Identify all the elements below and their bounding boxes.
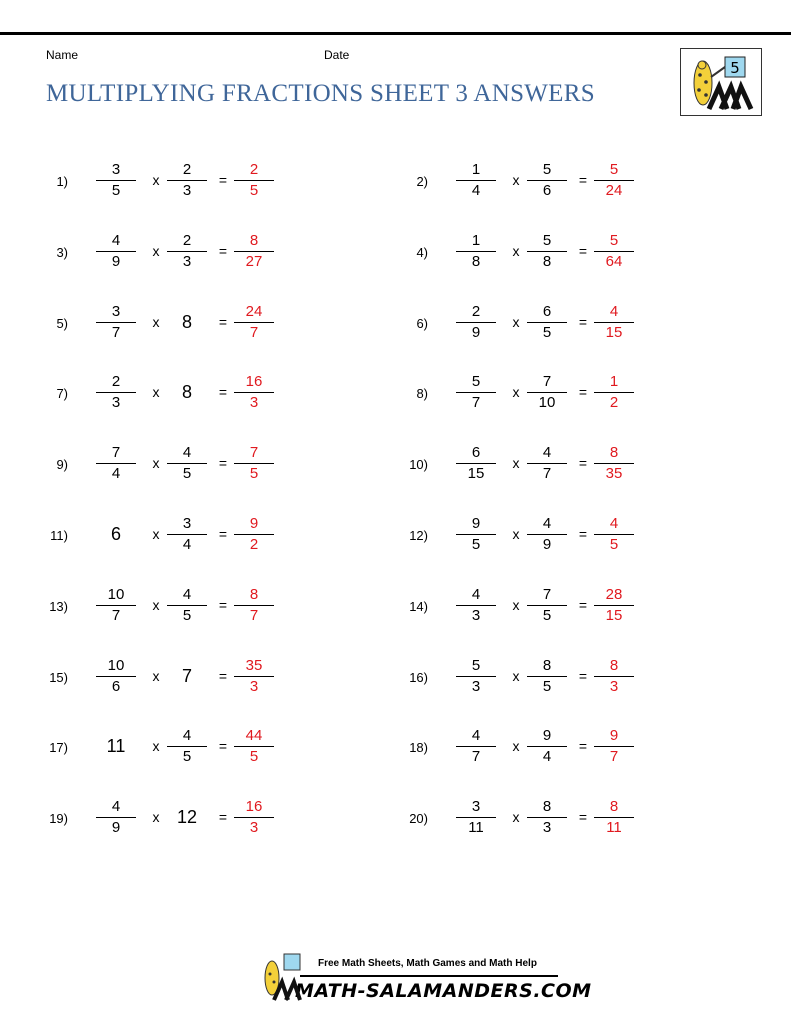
second-operand-fraction [527, 231, 567, 272]
answer-fraction [594, 231, 634, 272]
problem-number: 12) [409, 528, 428, 543]
top-rule [0, 32, 791, 35]
numerator: 8 [542, 657, 552, 674]
denominator: 6 [527, 180, 567, 201]
numerator: 4 [471, 727, 481, 744]
problem-number: 7) [56, 386, 68, 401]
numerator: 1 [471, 232, 481, 249]
second-operand-fraction [527, 372, 567, 413]
answer-fraction [594, 585, 634, 626]
answer-denominator: 3 [594, 676, 634, 697]
first-operand-fraction [456, 372, 496, 413]
denominator: 5 [527, 605, 567, 626]
first-operand-whole: 6 [110, 524, 121, 544]
equals-sign: = [578, 668, 588, 684]
answer-numerator: 35 [245, 657, 263, 674]
equals-sign: = [578, 809, 588, 825]
answer-denominator: 15 [594, 605, 634, 626]
numerator: 4 [182, 444, 192, 461]
times-sign: x [152, 314, 160, 330]
answer-numerator: 8 [609, 444, 619, 461]
second-operand-fraction [527, 302, 567, 343]
problem-4 [398, 231, 658, 279]
answer-denominator: 3 [234, 676, 274, 697]
answer-denominator: 7 [594, 746, 634, 767]
second-operand-fraction [167, 231, 207, 272]
numerator: 6 [542, 303, 552, 320]
problem-8 [398, 372, 658, 420]
denominator: 8 [527, 251, 567, 272]
problem-10 [398, 443, 658, 491]
problem-number: 2) [416, 174, 428, 189]
equals-sign: = [578, 243, 588, 259]
problem-18 [398, 726, 658, 774]
times-sign: x [152, 738, 160, 754]
first-operand-fraction [96, 797, 136, 838]
answer-denominator: 5 [234, 180, 274, 201]
denominator: 9 [456, 322, 496, 343]
answer-numerator: 8 [249, 586, 259, 603]
answer-fraction [234, 231, 274, 272]
answer-fraction [594, 656, 634, 697]
times-sign: x [512, 668, 520, 684]
answer-numerator: 16 [245, 373, 263, 390]
answer-fraction [234, 585, 274, 626]
answer-fraction [234, 443, 274, 484]
denominator: 5 [527, 676, 567, 697]
denominator: 5 [527, 322, 567, 343]
numerator: 4 [542, 444, 552, 461]
answer-fraction [234, 372, 274, 413]
page-title: MULTIPLYING FRACTIONS SHEET 3 ANSWERS [46, 80, 595, 107]
problem-11 [38, 514, 298, 562]
denominator: 9 [527, 534, 567, 555]
problem-7 [38, 372, 298, 420]
problem-9 [38, 443, 298, 491]
denominator: 7 [456, 392, 496, 413]
problem-5 [38, 302, 298, 350]
numerator: 3 [111, 161, 121, 178]
footer-rule [300, 975, 558, 977]
times-sign: x [512, 455, 520, 471]
times-sign: x [512, 597, 520, 613]
problem-number: 20) [409, 811, 428, 826]
times-sign: x [152, 384, 160, 400]
denominator: 4 [167, 534, 207, 555]
numerator: 3 [111, 303, 121, 320]
numerator: 5 [471, 657, 481, 674]
denominator: 9 [96, 251, 136, 272]
second-operand-fraction [527, 726, 567, 767]
second-operand-whole: 12 [176, 807, 198, 827]
answer-fraction [234, 514, 274, 555]
answer-numerator: 28 [605, 586, 623, 603]
answer-denominator: 11 [594, 817, 634, 838]
problem-number: 10) [409, 457, 428, 472]
equals-sign: = [218, 526, 228, 542]
answer-denominator: 3 [234, 817, 274, 838]
numerator: 10 [107, 586, 125, 603]
answer-denominator: 5 [234, 746, 274, 767]
answer-fraction [594, 443, 634, 484]
answer-denominator: 7 [234, 605, 274, 626]
equals-sign: = [578, 384, 588, 400]
denominator: 7 [456, 746, 496, 767]
times-sign: x [152, 455, 160, 471]
numerator: 3 [471, 798, 481, 815]
answer-denominator: 27 [234, 251, 274, 272]
times-sign: x [152, 243, 160, 259]
problem-number: 9) [56, 457, 68, 472]
problem-number: 19) [49, 811, 68, 826]
numerator: 9 [471, 515, 481, 532]
numerator: 5 [542, 161, 552, 178]
answer-numerator: 8 [249, 232, 259, 249]
problem-16 [398, 656, 658, 704]
problem-14 [398, 585, 658, 633]
denominator: 15 [456, 463, 496, 484]
denominator: 11 [456, 817, 496, 838]
second-operand-fraction [167, 585, 207, 626]
answer-numerator: 5 [609, 161, 619, 178]
equals-sign: = [218, 597, 228, 613]
second-operand-fraction [167, 443, 207, 484]
answer-denominator: 2 [234, 534, 274, 555]
numerator: 1 [471, 161, 481, 178]
answer-fraction [594, 160, 634, 201]
second-operand-fraction [527, 160, 567, 201]
problem-number: 18) [409, 740, 428, 755]
answer-fraction [234, 302, 274, 343]
first-operand-fraction [456, 656, 496, 697]
denominator: 7 [96, 605, 136, 626]
denominator: 3 [527, 817, 567, 838]
denominator: 4 [456, 180, 496, 201]
date-label: Date [324, 48, 350, 62]
numerator: 5 [542, 232, 552, 249]
answer-numerator: 44 [245, 727, 263, 744]
answer-fraction [234, 726, 274, 767]
second-operand-whole: 7 [181, 666, 192, 686]
first-operand-fraction [96, 656, 136, 697]
answer-denominator: 3 [234, 392, 274, 413]
svg-text:5: 5 [730, 59, 740, 77]
problem-17 [38, 726, 298, 774]
first-operand-fraction [96, 231, 136, 272]
problem-number: 17) [49, 740, 68, 755]
footer-tagline: Free Math Sheets, Math Games and Math Help [318, 958, 537, 969]
first-operand-fraction [456, 231, 496, 272]
denominator: 5 [96, 180, 136, 201]
times-sign: x [512, 738, 520, 754]
problem-2 [398, 160, 658, 208]
answer-denominator: 7 [234, 322, 274, 343]
answer-numerator: 2 [249, 161, 259, 178]
second-operand-whole: 8 [181, 382, 192, 402]
denominator: 5 [167, 605, 207, 626]
first-operand-fraction [456, 514, 496, 555]
numerator: 7 [542, 373, 552, 390]
footer-site-link[interactable]: MATH-SALAMANDERS.COM [295, 980, 592, 1002]
numerator: 7 [111, 444, 121, 461]
answer-denominator: 2 [594, 392, 634, 413]
numerator: 2 [182, 232, 192, 249]
numerator: 2 [111, 373, 121, 390]
problem-15 [38, 656, 298, 704]
numerator: 4 [471, 586, 481, 603]
second-operand-fraction [527, 443, 567, 484]
answer-fraction [594, 514, 634, 555]
times-sign: x [152, 597, 160, 613]
first-operand-fraction [96, 585, 136, 626]
first-operand-fraction [456, 797, 496, 838]
answer-numerator: 16 [245, 798, 263, 815]
problem-12 [398, 514, 658, 562]
denominator: 3 [167, 180, 207, 201]
numerator: 4 [111, 232, 121, 249]
denominator: 3 [456, 676, 496, 697]
numerator: 4 [182, 586, 192, 603]
problem-number: 3) [56, 245, 68, 260]
denominator: 6 [96, 676, 136, 697]
answer-numerator: 1 [609, 373, 619, 390]
answer-denominator: 24 [594, 180, 634, 201]
times-sign: x [512, 809, 520, 825]
denominator: 7 [96, 322, 136, 343]
second-operand-fraction [527, 797, 567, 838]
times-sign: x [512, 172, 520, 188]
second-operand-fraction [167, 160, 207, 201]
salamander-logo [680, 48, 762, 116]
first-operand-fraction [456, 443, 496, 484]
times-sign: x [152, 172, 160, 188]
first-operand-fraction [456, 160, 496, 201]
numerator: 3 [182, 515, 192, 532]
answer-fraction [594, 797, 634, 838]
equals-sign: = [578, 526, 588, 542]
answer-denominator: 5 [594, 534, 634, 555]
answer-numerator: 5 [609, 232, 619, 249]
denominator: 3 [456, 605, 496, 626]
denominator: 5 [456, 534, 496, 555]
numerator: 4 [542, 515, 552, 532]
answer-fraction [234, 797, 274, 838]
equals-sign: = [218, 314, 228, 330]
footer-salamander-icon [258, 952, 304, 1002]
second-operand-fraction [167, 726, 207, 767]
problem-number: 8) [416, 386, 428, 401]
denominator: 7 [527, 463, 567, 484]
second-operand-fraction [527, 514, 567, 555]
first-operand-fraction [456, 302, 496, 343]
problem-number: 1) [56, 174, 68, 189]
denominator: 9 [96, 817, 136, 838]
answer-numerator: 4 [609, 303, 619, 320]
denominator: 3 [167, 251, 207, 272]
equals-sign: = [578, 172, 588, 188]
times-sign: x [152, 668, 160, 684]
denominator: 4 [527, 746, 567, 767]
times-sign: x [512, 526, 520, 542]
denominator: 5 [167, 463, 207, 484]
answer-numerator: 4 [609, 515, 619, 532]
numerator: 10 [107, 657, 125, 674]
second-operand-fraction [527, 656, 567, 697]
denominator: 4 [96, 463, 136, 484]
problem-number: 16) [409, 670, 428, 685]
answer-denominator: 15 [594, 322, 634, 343]
problem-number: 6) [416, 316, 428, 331]
equals-sign: = [218, 243, 228, 259]
problem-number: 14) [409, 599, 428, 614]
problem-20 [398, 797, 658, 845]
times-sign: x [152, 809, 160, 825]
second-operand-fraction [527, 585, 567, 626]
problem-number: 13) [49, 599, 68, 614]
numerator: 7 [542, 586, 552, 603]
first-operand-fraction [96, 160, 136, 201]
answer-denominator: 64 [594, 251, 634, 272]
equals-sign: = [578, 597, 588, 613]
second-operand-fraction [167, 514, 207, 555]
problem-6 [398, 302, 658, 350]
denominator: 10 [527, 392, 567, 413]
denominator: 3 [96, 392, 136, 413]
answer-numerator: 7 [249, 444, 259, 461]
answer-fraction [594, 302, 634, 343]
denominator: 5 [167, 746, 207, 767]
equals-sign: = [218, 455, 228, 471]
times-sign: x [152, 526, 160, 542]
answer-numerator: 8 [609, 657, 619, 674]
problem-number: 15) [49, 670, 68, 685]
numerator: 2 [182, 161, 192, 178]
equals-sign: = [578, 314, 588, 330]
answer-denominator: 35 [594, 463, 634, 484]
numerator: 2 [471, 303, 481, 320]
numerator: 9 [542, 727, 552, 744]
first-operand-fraction [96, 443, 136, 484]
numerator: 4 [111, 798, 121, 815]
numerator: 5 [471, 373, 481, 390]
numerator: 4 [182, 727, 192, 744]
problem-19 [38, 797, 298, 845]
equals-sign: = [578, 738, 588, 754]
denominator: 8 [456, 251, 496, 272]
problem-1 [38, 160, 298, 208]
times-sign: x [512, 384, 520, 400]
equals-sign: = [218, 668, 228, 684]
equals-sign: = [218, 172, 228, 188]
times-sign: x [512, 314, 520, 330]
times-sign: x [512, 243, 520, 259]
first-operand-fraction [96, 372, 136, 413]
problem-number: 4) [416, 245, 428, 260]
first-operand-fraction [96, 302, 136, 343]
answer-denominator: 5 [234, 463, 274, 484]
second-operand-whole: 8 [181, 312, 192, 332]
first-operand-fraction [456, 726, 496, 767]
answer-fraction [594, 726, 634, 767]
answer-numerator: 8 [609, 798, 619, 815]
answer-numerator: 9 [249, 515, 259, 532]
equals-sign: = [578, 455, 588, 471]
answer-fraction [234, 656, 274, 697]
first-operand-whole: 11 [106, 736, 126, 756]
problem-3 [38, 231, 298, 279]
salamander-logo-icon [681, 49, 761, 115]
first-operand-fraction [456, 585, 496, 626]
name-label: Name [46, 48, 79, 62]
answer-numerator: 9 [609, 727, 619, 744]
problem-number: 11) [50, 528, 68, 543]
numerator: 8 [542, 798, 552, 815]
answer-fraction [234, 160, 274, 201]
numerator: 6 [471, 444, 481, 461]
answer-numerator: 24 [245, 303, 263, 320]
equals-sign: = [218, 809, 228, 825]
equals-sign: = [218, 738, 228, 754]
equals-sign: = [218, 384, 228, 400]
problem-number: 5) [56, 316, 68, 331]
answer-fraction [594, 372, 634, 413]
problem-13 [38, 585, 298, 633]
